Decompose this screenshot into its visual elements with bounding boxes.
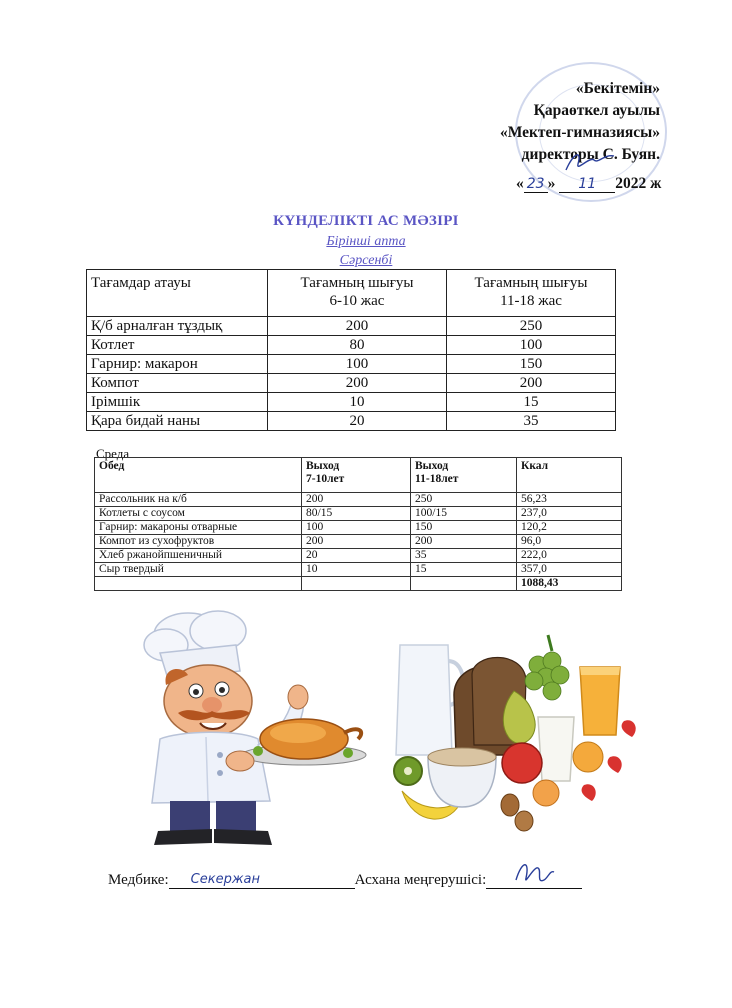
date-year: 2022 ж [615, 175, 662, 192]
header-output-11-18: Выход 11-18лет [411, 458, 517, 493]
week-title: Бірінші апта [326, 234, 406, 249]
nurse-signature: Секержан [190, 872, 260, 887]
table-row: Компот 200 200 [87, 374, 616, 393]
table-header-row [87, 270, 616, 317]
nurse-label: Медбике: [108, 872, 169, 888]
date-day: 23 [524, 176, 548, 193]
day-title: Сәрсенбі [339, 253, 393, 268]
table-row: Хлеб ржанойпшеничный 20 35 222,0 [95, 549, 622, 563]
table-row: Гарнир: макароны отварные 100 150 120,2 [95, 521, 622, 535]
table-row: Қ/б арналған тұздық 200 250 [87, 317, 616, 336]
table-row: Қара бидай наны 20 35 [87, 412, 616, 431]
table-header-row [95, 458, 622, 493]
table-row: Сыр твердый 10 15 357,0 [95, 563, 622, 577]
signature-row [108, 872, 582, 889]
header-kcal: Ккал [517, 458, 622, 493]
header-output-11-18: Тағамның шығуы 11-18 жас [447, 270, 616, 317]
header-output-6-10: Тағамның шығуы 6-10 жас [268, 270, 447, 317]
kitchen-head-label: Асхана меңгерушісі: [354, 872, 487, 888]
menu-title: КҮНДЕЛІКТІ АС МӘЗІРІ [273, 213, 459, 229]
kitchen-head-signature-icon [512, 858, 556, 888]
nurse-signature-line [169, 872, 355, 889]
header-output-7-10: Выход 7-10лет [302, 458, 411, 493]
header-lunch: Обед [95, 458, 302, 493]
approval-line-1: «Бекітемін» [575, 80, 660, 97]
table-row: Ірімшік 10 15 [87, 393, 616, 412]
table-row: Котлеты с соусом 80/15 100/15 237,0 [95, 507, 622, 521]
approval-line-4: директоры С. Буян. [521, 146, 660, 163]
date-month: 11 [559, 176, 615, 193]
table-row: Гарнир: макарон 100 150 [87, 355, 616, 374]
table-row: Котлет 80 100 [87, 336, 616, 355]
approval-date: « 23 » 11 2022 ж [516, 175, 662, 192]
total-row [95, 577, 622, 591]
table-caption: Среда [96, 446, 130, 461]
total-kcal: 1088,43 [517, 577, 622, 591]
table-row: Компот из сухофруктов 200 200 96,0 [95, 535, 622, 549]
menu-table-russian [94, 457, 622, 591]
header-dish: Тағамдар атауы [87, 270, 268, 317]
chef-illustration-icon [108, 605, 378, 855]
approval-line-3: «Мектеп-гимназиясы» [499, 124, 660, 141]
menu-table-kazakh [86, 269, 616, 431]
kitchen-head-signature-line [486, 872, 582, 889]
approval-line-2: Қараөткел ауылы [533, 102, 660, 119]
healthy-food-illustration-icon [388, 605, 648, 850]
table-row: Рассольник на к/б 200 250 56,23 [95, 493, 622, 507]
